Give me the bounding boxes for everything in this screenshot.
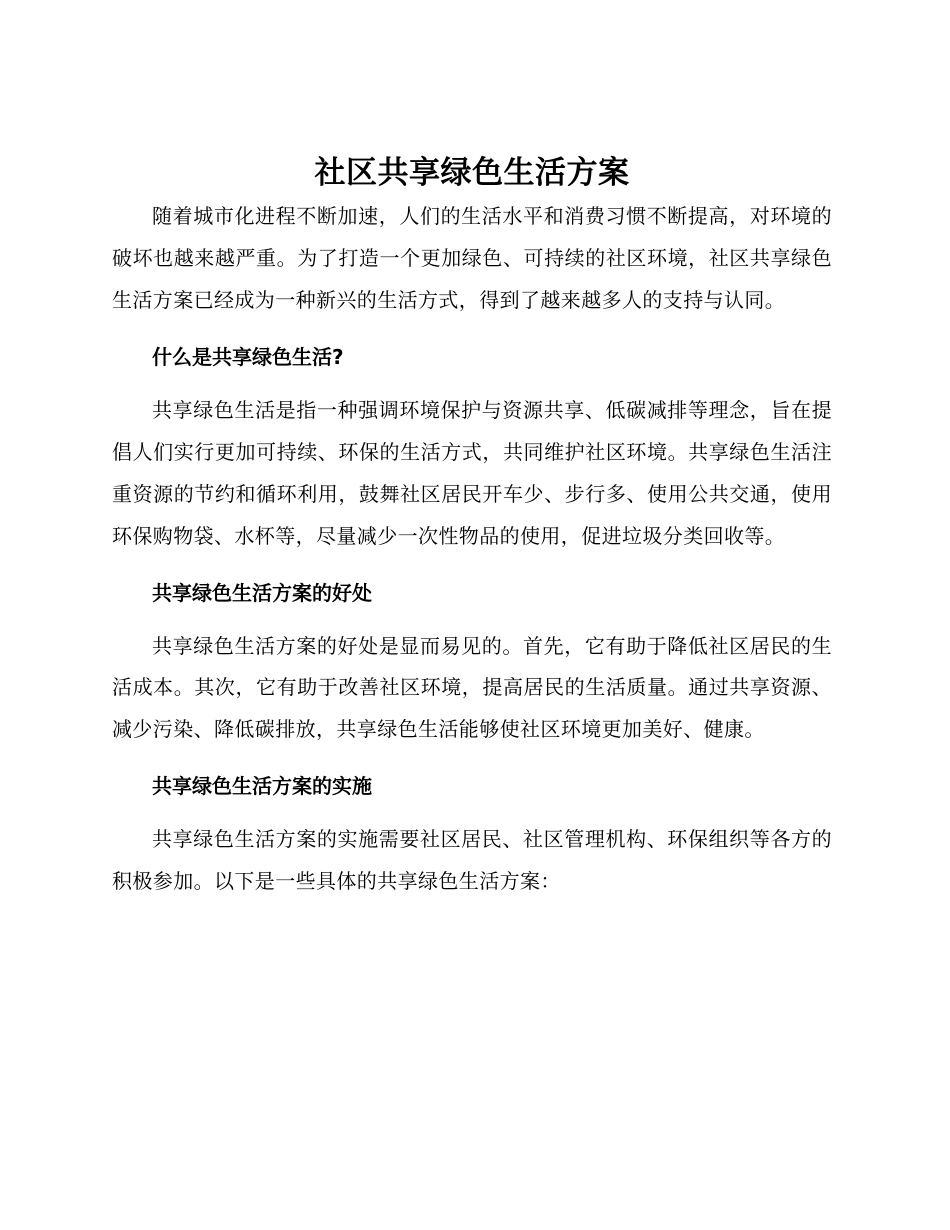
section-heading-benefits: 共享绿色生活方案的好处 xyxy=(152,580,372,605)
intro-paragraph: 随着城市化进程不断加速，人们的生活水平和消费习惯不断提高，对环境的破坏也越来越严重。为了打造一个更加绿色、可持续的社区环境，社区共享绿色生活方案已经成为一种新兴的生活方式，得到了越来越多人的支持与认同。 xyxy=(112,204,832,312)
section-heading-what-is: 什么是共享绿色生活? xyxy=(152,345,344,370)
section-body-benefits: 共享绿色生活方案的好处是显而易见的。首先，它有助于降低社区居民的生活成本。其次，它有助于改善社区环境，提高居民的生活质量。通过共享资源、减少污染、降低碳排放，共享绿色生活能够使社区环境更加美好、健康。 xyxy=(112,633,832,742)
section-body-implementation: 共享绿色生活方案的实施需要社区居民、社区管理机构、环保组织等各方的积极参加。以下是一些具体的共享绿色生活方案： xyxy=(112,826,832,893)
section-heading-implementation: 共享绿色生活方案的实施 xyxy=(152,773,372,798)
document-title: 社区共享绿色生活方案 xyxy=(314,155,630,191)
section-body-what-is: 共享绿色生活是指一种强调环境保护与资源共享、低碳减排等理念，旨在提倡人们实行更加可持续、环保的生活方式，共同维护社区环境。共享绿色生活注重资源的节约和循环利用，鼓舞社区居民开车少、步行多、使用公共交通，使用环保购物袋、水杯等，尽量减少一次性物品的使用，促进垃圾分类回收等。 xyxy=(112,398,832,548)
document-content xyxy=(112,150,832,903)
